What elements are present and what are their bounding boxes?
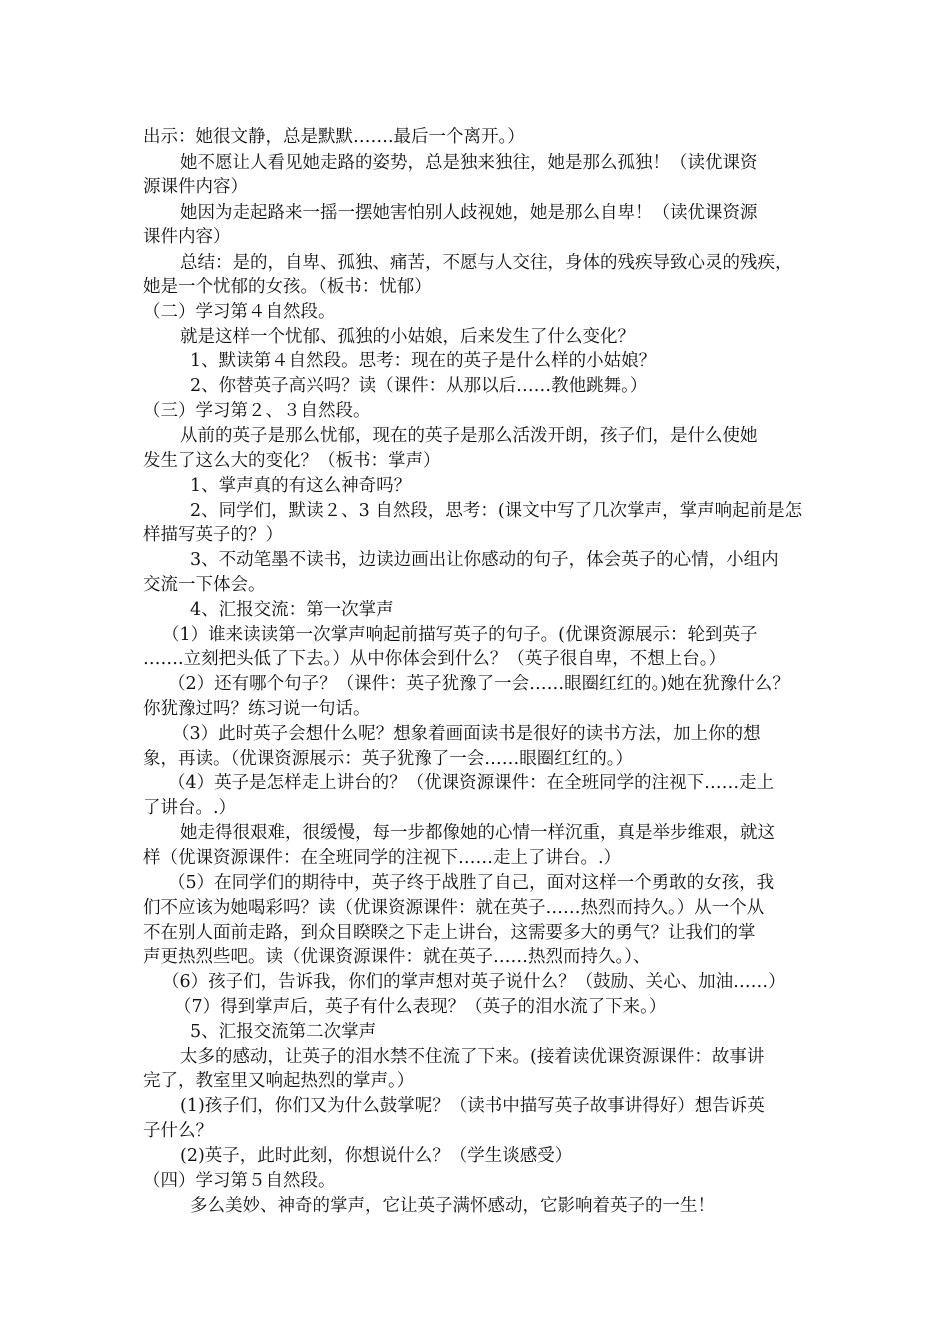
text-line: （7）得到掌声后，英子有什么表现？（英子的泪水流了下来。） <box>174 997 667 1017</box>
section-heading: （四）学习第５自然段。 <box>143 1171 336 1191</box>
text-line: 源课件内容） <box>143 177 248 197</box>
text-line: 2、你替英子高兴吗？读（课件：从那以后……教他跳舞。） <box>190 376 648 396</box>
text-line: 1、掌声真的有这么神奇吗？ <box>190 476 412 496</box>
text-line: 她因为走起路来一摇一摆她害怕别人歧视她，她是那么自卑！（读优课资源 <box>180 203 758 223</box>
text-line: 她是一个忧郁的女孩。（板书：忧郁） <box>143 277 432 297</box>
text-line: 4、汇报交流：第一次掌声 <box>190 600 394 620</box>
text-line: （5）在同学们的期待中，英子终于战胜了自己，面对这样一个勇敢的女孩，我 <box>168 873 775 893</box>
text-line: 们不应该为她喝彩吗？读（优课资源课件：就在英子……热烈而持久。）从一个从 <box>143 898 765 918</box>
text-line: （4）英子是怎样走上讲台的？（优课资源课件：在全班同学的注视下……走上 <box>168 773 775 793</box>
text-line: 你犹豫过吗？练习说一句话。 <box>143 699 371 719</box>
text-line: …….立刻把头低了下去。）从中你体会到什么？（英子很自卑，不想上台。） <box>143 649 727 669</box>
text-line: 样描写英子的？） <box>143 525 283 545</box>
text-line: (1)孩子们，你们又为什么鼓掌呢？（读书中描写英子故事讲得好）想告诉英 <box>180 1096 765 1116</box>
text-line: 了讲台。.） <box>143 798 237 818</box>
text-line: 5、汇报交流第二次掌声 <box>190 1022 377 1042</box>
text-line: 从前的英子是那么忧郁，现在的英子是那么活泼开朗，孩子们，是什么使她 <box>180 426 758 446</box>
text-line: （6）孩子们，告诉我，你们的掌声想对英子说什么？（鼓励、关心、加油……） <box>162 972 786 992</box>
text-line: 就是这样一个忧郁、孤独的小姑娘，后来发生了什么变化？ <box>180 327 635 347</box>
text-line: 样（优课资源课件：在全班同学的注视下……走上了讲台。.） <box>143 848 622 868</box>
section-heading: （二）学习第４自然段。 <box>143 302 336 322</box>
text-line: 不在别人面前走路，到众目睽睽之下走上讲台，这需要多大的勇气？让我们的掌 <box>143 923 756 943</box>
section-heading: （三）学习第２、３自然段。 <box>143 401 371 421</box>
text-line: 多么美妙、神奇的掌声，它让英子满怀感动，它影响着英子的一生！ <box>190 1196 715 1216</box>
text-line: 交流一下体会。 <box>143 575 266 595</box>
text-line: 1、默读第４自然段。思考：现在的英子是什么样的小姑娘？ <box>190 351 657 371</box>
text-line: 课件内容） <box>143 227 231 247</box>
text-line: 发生了这么大的变化？（板书：掌声） <box>143 451 441 471</box>
text-line: 2、同学们，默读２、3 自然段，思考：(课文中写了几次掌声，掌声响起前是怎 <box>190 501 803 521</box>
text-line: 她不愿让人看见她走路的姿势，总是独来独往，她是那么孤独！（读优课资 <box>180 153 758 173</box>
text-line: 太多的感动，让英子的泪水禁不住流了下来。(接着读优课资源课件：故事讲 <box>180 1047 765 1067</box>
text-line: 子什么？ <box>143 1121 213 1141</box>
text-line: （1）谁来读读第一次掌声响起前描写英子的句子。(优课资源展示：轮到英子 <box>162 625 758 645</box>
text-line: 出示：她很文静，总是默默…….最后一个离开。） <box>143 127 525 147</box>
text-line: 声更热烈些吧。读（优课资源课件：就在英子……热烈而持久。）、 <box>143 947 651 967</box>
text-line: 3、不动笔墨不读书，边读边画出让你感动的句子，体会英子的心情，小组内 <box>190 550 779 570</box>
text-line: （3）此时英子会想什么呢？想象着画面读书是很好的读书方法，加上你的想 <box>172 724 761 744</box>
text-line: 她走得很艰难，很缓慢，每一步都像她的心情一样沉重，真是举步维艰，就这 <box>180 823 775 843</box>
text-line: 总结：是的，自卑、孤独、痛苦，不愿与人交往，身体的残疾导致心灵的残疾， <box>180 253 793 273</box>
text-line: 完了，教室里又响起热烈的掌声。） <box>143 1071 415 1091</box>
text-line: （2）还有哪个句子？（课件：英子犹豫了一会……眼圈红红的。)她在犹豫什么？ <box>168 674 790 694</box>
text-line: 象，再读。（优课资源展示：英子犹豫了一会……眼圈红红的。） <box>143 749 633 769</box>
text-line: (2)英子，此时此刻，你想说什么？（学生谈感受） <box>180 1146 573 1166</box>
